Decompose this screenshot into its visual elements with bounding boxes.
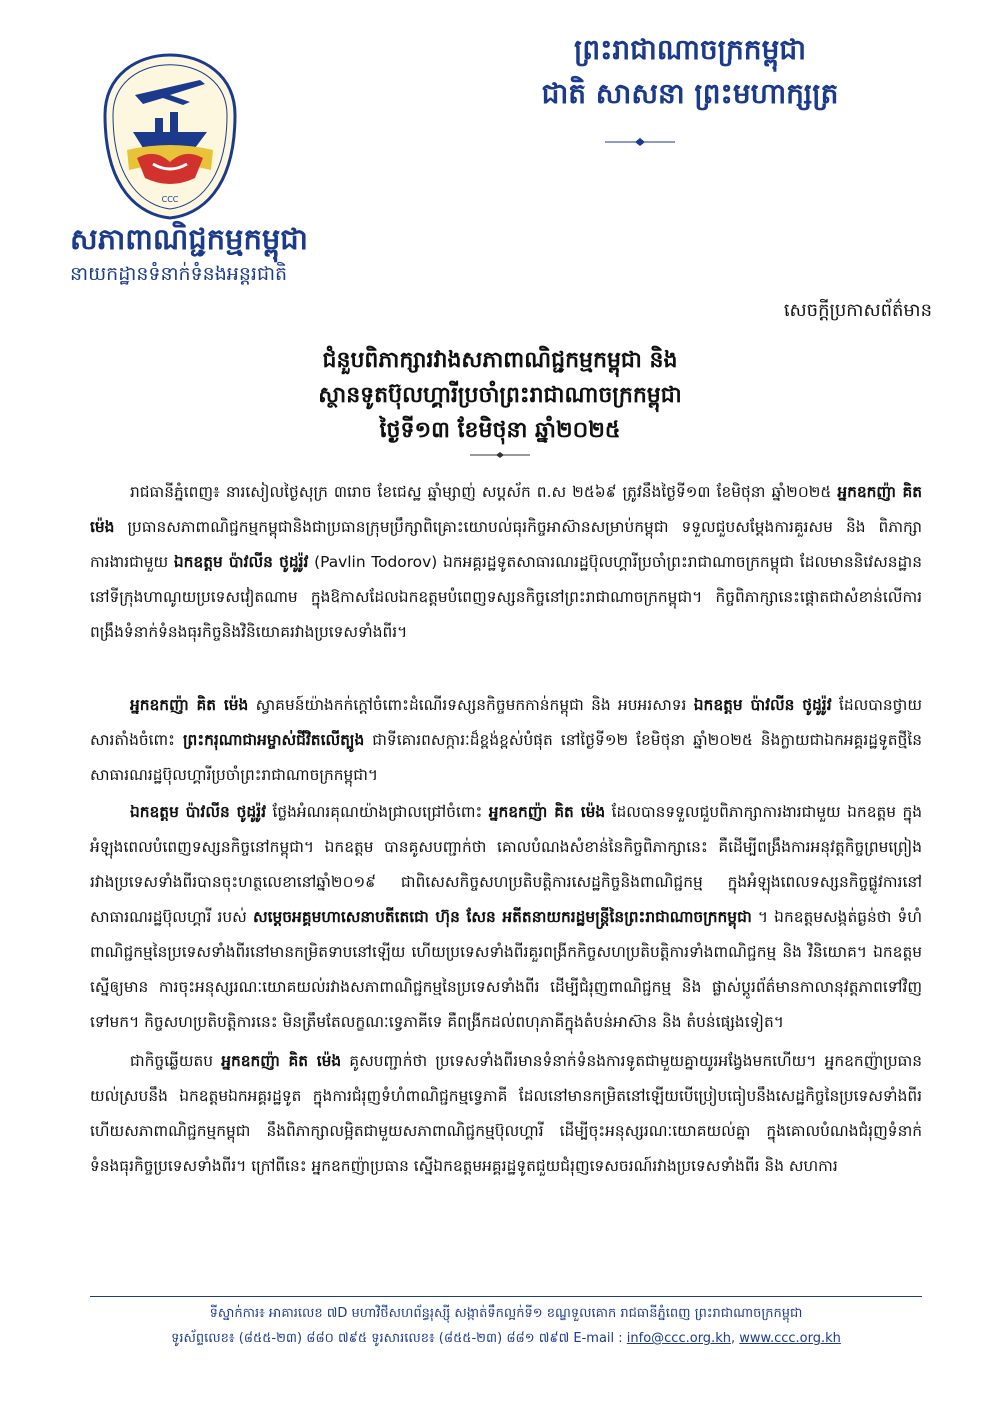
paragraph-3: ឯកឧត្តម ប៉ាវលីន ថូដូរ៉ូវ ថ្លែងអំណរគុណយ៉ាងជ្រាលជ្រៅចំពោះ អ្នកឧកញ៉ា គិត ម៉េង ដែលបានទទួលជួបពិភាក្សាការងារជាមួយ ឯកឧត្តម ក្នុងអំឡុងពេលបំពេញទស្សនកិច្ចនៅកម្ពុជា។ ឯកឧត្តម បានគូសបញ្ជាក់ថា គោលបំណងសំខាន់នៃកិច្ចពិភាក្សានេះ គឺដើម្បីពង្រឹងការអនុវត្តកិច្ចព្រមព្រៀងរវាងប្រទេសទាំងពីរបានចុះហត្ថលេខានៅឆ្នាំ២០១៩ ជាពិសេសកិច្ចសហប្រតិបត្តិការសេដ្ឋកិច្ចនិងពាណិជ្ជកម្ម ក្នុងអំឡុងពេលទស្សនកិច្ចផ្លូវការនៅសាធារណរដ្ឋប៊ុលហ្គារី របស់ សម្តេចអគ្គមហាសេនាបតីតេជោ ហ៊ុន សែន អតីតនាយករដ្ឋមន្ត្រីនៃព្រះរាជាណាចក្រកម្ពុជា ។ ឯកឧត្តមសង្កត់ធ្ងន់ថា ទំហំពាណិជ្ជកម្មនៃប្រទេសទាំងពីរនៅមានកម្រិតទាបនៅឡើយ ហើយប្រទេសទាំងពីរគួរពង្រីកកិច្ចសហប្រតិបត្តិការទាំងពាណិជ្ជកម្ម និង វិនិយោគ។ ឯកឧត្តម ស្នើឲ្យមាន ការចុះអនុស្សរណៈយោគយល់រវាងសភាពាណិជ្ជកម្មនៃប្រទេសទាំងពីរ ដើម្បីជំរុញពាណិជ្ជកម្ម និង ផ្លាស់ប្តូរព័ត៌មានកាលានុវត្តភាពទៅវិញទៅមក។ កិច្ចសហប្រតិបត្តិការនេះ មិនត្រឹមតែលក្ខណៈទ្វេភាគីទេ គឺពង្រីកដល់ពហុភាគីក្នុងតំបន់អាស៊ាន និង តំបន់ផ្សេងទៀត។ [90,803,922,1031]
footer-address: ទីស្នាក់ការ៖ អាគារលេខ ៧D មហាវិថីសហព័ន្ធរុស្ស៊ី សង្កាត់ទឹកល្អក់ទី១ ខណ្ឌទួលគោក រាជធានីភ្នំពេញ ព្រះរាជាណាចក្រកម្ពុជា [209,1306,803,1321]
national-motto: ជាតិ សាសនា ព្រះមហាក្សត្រ [541,77,839,110]
kingdom-heading: ព្រះរាជាណាចក្រកម្ពុជា [573,33,806,66]
footer-contacts: ទូរស័ព្ទលេខ៖ (៨៥៥-២៣) ៨៨០ ៧៩៥ ទូរសារលេខ៖ (៨៥៥-២៣) ៨៨១ ៧៩៧ E-mail : info@ccc.org.kh, www.ccc.org.kh [171,1331,841,1346]
title-line-2: ស្ថានទូតប៊ុលហ្គារីប្រចាំព្រះរាជាណាចក្រកម្ពុជា [318,383,682,408]
footer-divider [90,1296,922,1297]
paragraph-2: អ្នកឧកញ៉ា គិត ម៉េង ស្វាគមន៍យ៉ាងកក់ក្តៅចំពោះដំណើរទស្សនកិច្ចមកកាន់កម្ពុជា និង អបអរសាទរ ឯកឧត្តម ប៉ាវលីន ថូដូរ៉ូវ ដែលបានថ្វាយសារតាំងចំពោះ ព្រះករុណាជាអម្ចាស់ជីវិតលើត្បូង ជាទីគោរពសក្ការៈដ៏ខ្ពង់ខ្ពស់បំផុត នៅថ្ងៃទី១២ ខែមិថុនា ឆ្នាំ២០២៥ និងក្លាយជាឯកអគ្គរដ្ឋទូតថ្មីនៃសាធារណរដ្ឋប៊ុលហ្គារីប្រចាំព្រះរាជាណាចក្រកម្ពុជា។ [90,696,923,784]
title-line-1: ជំនួបពិភាក្សារវាងសភាពាណិជ្ជកម្មកម្ពុជា និង [322,348,678,373]
ornament-divider [605,138,675,146]
website-link[interactable]: www.ccc.org.kh [739,1331,841,1346]
title-divider [470,452,530,458]
department-name: នាយកដ្ឋានទំនាក់ទំនងអន្តរជាតិ [70,263,288,285]
footer-phone: ទូរស័ព្ទលេខ៖ (៨៥៥-២៣) ៨៨០ ៧៩៥ ទូរសារលេខ៖ (៨៥៥-២៣) ៨៨១ ៧៩៧ E-mail : [171,1331,627,1346]
paragraph-1: រាជធានីភ្នំពេញ៖ នារសៀលថ្ងៃសុក្រ ៣រោច ខែជេស្ឋ ឆ្នាំម្សាញ់ សប្តស័ក ព.ស ២៥៦៩ ត្រូវនឹងថ្ងៃទី១៣ ខែមិថុនា ឆ្នាំ២០២៥ អ្នកឧកញ៉ា គិត ម៉េង ប្រធានសភាពាណិជ្ជកម្មកម្ពុជានិងជាប្រធានក្រុមប្រឹក្សាពិគ្រោះយោបល់ធុរកិច្ចអាស៊ានសម្រាប់កម្ពុជា ទទួលជួបសម្តែងការគួរសម និង ពិភាក្សាការងារជាមួយ ឯកឧត្តម ប៉ាវលីន ថូដូរ៉ូវ (Pavlin Todorov) ឯកអគ្គរដ្ឋទូតសាធារណរដ្ឋប៊ុលហ្គារីប្រចាំព្រះរាជាណាចក្រកម្ពុជា ដែលមាននិវេសនដ្ឋាននៅទីក្រុងហាណូយប្រទេសវៀតណាម ក្នុងឱកាសដែលឯកឧត្តមបំពេញទស្សនកិច្ចនៅព្រះរាជាណាចក្រកម្ពុជា។ កិច្ចពិភាក្សានេះផ្តោតជាសំខាន់លើការពង្រឹងទំនាក់ទំនងធុរកិច្ចនិងវិនិយោគរវាងប្រទេសទាំងពីរ។ [90,483,922,641]
document-type: សេចក្តីប្រកាសព័ត៌មាន [783,300,932,321]
paragraph-4: ជាកិច្ចឆ្លើយតប អ្នកឧកញ៉ា គិត ម៉េង គូសបញ្ជាក់ថា ប្រទេសទាំងពីរមានទំនាក់ទំនងការទូតជាមួយគ្នាយូរអង្វែងមកហើយ។ អ្នកឧកញ៉ាប្រធាន យល់ស្របនឹង ឯកឧត្តមឯកអគ្គរដ្ឋទូត ក្នុងការជំរុញទំហំពាណិជ្ជកម្មទ្វេភាគី ដែលនៅមានកម្រិតនៅឡើយបើប្រៀបធៀបនឹងសេដ្ឋកិច្ចនៃប្រទេសទាំងពីរ ហើយសភាពាណិជ្ជកម្មកម្ពុជា នឹងពិភាក្សាលម្អិតជាមួយសភាពាណិជ្ជកម្មប៊ុលហ្គារី ដើម្បីចុះអនុស្សរណៈយោគយល់គ្នា ក្នុងគោលបំណងជំរុញទំនាក់ទំនងធុរកិច្ចប្រទេសទាំងពីរ។ ក្រៅពីនេះ អ្នកឧកញ៉ាប្រធាន ស្នើឯកឧត្តមអគ្គរដ្ឋទូតជួយជំរុញទេសចរណ៍រវាងប្រទេសទាំងពីរ និង សហការ [90,1052,923,1175]
email-link[interactable]: info@ccc.org.kh [626,1331,731,1346]
svg-text:CCC: CCC [161,195,179,204]
title-line-3: ថ្ងៃទី១៣ ខែមិថុនា ឆ្នាំ២០២៥ [379,418,621,443]
organization-name: សភាពាណិជ្ជកម្មកម្ពុជា [70,222,308,256]
chamber-logo [95,40,245,220]
